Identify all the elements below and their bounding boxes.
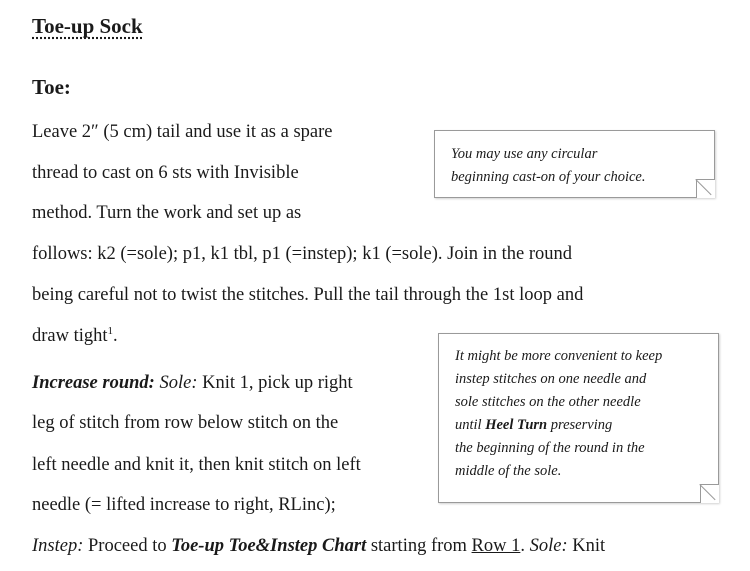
body-line xyxy=(32,325,118,347)
body-text: starting from xyxy=(366,536,472,556)
body-line: follows: k2 (=sole); p1, k1 tbl, p1 (=instep); k1 (=sole). Join in the round xyxy=(32,244,572,264)
note-line: sole stitches on the other needle xyxy=(455,394,641,410)
note-text: preserving xyxy=(547,417,613,433)
body-line: Leave 2″ (5 cm) tail and use it as a spare xyxy=(32,122,333,142)
section-heading: Toe: xyxy=(32,75,71,99)
page-title: Toe-up Sock xyxy=(32,14,143,38)
cast-on-note xyxy=(434,130,715,198)
body-line: being careful not to twist the stitches. Pull the tail through the 1st loop and xyxy=(32,285,584,305)
body-line: needle (= lifted increase to right, RLinc); xyxy=(32,495,336,515)
note-line: the beginning of the round in the xyxy=(455,440,645,456)
body-text: . xyxy=(520,536,530,556)
body-line: left needle and knit it, then knit stitch on left xyxy=(32,455,361,475)
needle-arrangement-note xyxy=(438,333,719,503)
note-line xyxy=(455,414,710,437)
note-line: It might be more convenient to keep xyxy=(455,348,663,364)
note-line: beginning cast-on of your choice. xyxy=(451,169,646,185)
note-line: middle of the sole. xyxy=(455,463,562,479)
body-line: method. Turn the work and set up as xyxy=(32,203,302,223)
note-page-curl-icon xyxy=(696,179,715,198)
increase-round-line xyxy=(32,373,353,394)
body-text: Proceed to xyxy=(83,536,172,556)
heel-turn-reference: Heel Turn xyxy=(485,417,548,433)
body-text: . xyxy=(113,326,118,347)
body-line: leg of stitch from row below stitch on the xyxy=(32,413,339,433)
chart-reference: Toe-up Toe&Instep Chart xyxy=(171,536,367,556)
instep-line xyxy=(32,536,605,557)
row-1-link[interactable]: Row 1 xyxy=(471,536,521,556)
body-text: Knit xyxy=(567,536,606,556)
increase-round-label: Increase round: xyxy=(32,373,155,393)
footnote-marker[interactable]: 1 xyxy=(107,325,114,337)
sole-label: Sole: xyxy=(154,373,198,393)
body-text: draw tight xyxy=(32,326,108,347)
body-text: Knit 1, pick up right xyxy=(197,373,353,393)
note-line: instep stitches on one needle and xyxy=(455,371,647,387)
note-text: until xyxy=(455,417,486,433)
note-page-curl-icon xyxy=(700,484,719,503)
instep-label: Instep: xyxy=(32,536,84,556)
body-line: thread to cast on 6 sts with Invisible xyxy=(32,163,299,183)
sole-label: Sole: xyxy=(529,536,568,556)
note-line: You may use any circular xyxy=(451,146,598,162)
